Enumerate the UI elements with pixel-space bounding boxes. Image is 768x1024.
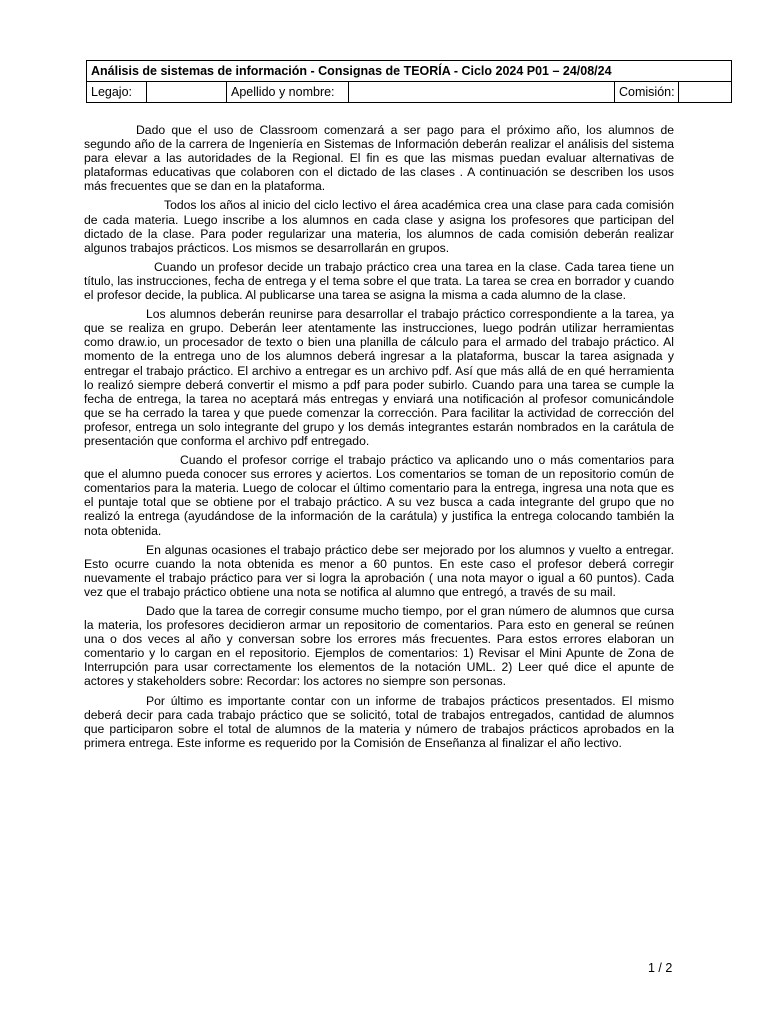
paragraph-repositorio: Dado que la tarea de corregir consume mucho tiempo, por el gran número de alumnos que cursa la materia, los profesores decidieron armar un repositorio de comentarios. Para esto en general se reúnen una o dos veces al año y conversan sobre los errores más frecuentes. Para estos errores elaboran un comentario y lo cargan en el repositorio. Ejemplos de comentarios: 1) Revisar el Mini Apunte de Zona de Interrupción para usar correctamente los elementos de la notación UML. 2) Leer qué dice el apunte de actores y stakeholders sobre: Recordar: los actores no siempre son personas.: [84, 604, 674, 689]
legajo-field[interactable]: [147, 82, 227, 103]
nombre-field[interactable]: [349, 82, 615, 103]
paragraph-informe: Por último es importante contar con un informe de trabajos prácticos presentados. El mismo deberá decir para cada trabajo práctico que se solicitó, total de trabajos entregados, cantidad de alumnos que participaron sobre el total de alumnos de la materia y número de trabajos prácticos aprobados en la primera entrega. Este informe es requerido por la Comisión de Enseñanza al finalizar el año lectivo.: [84, 693, 674, 750]
document-title: Análisis de sistemas de información - Consignas de TEORÍA - Ciclo 2024 P01 – 24/08/24: [87, 61, 732, 82]
paragraph-tarea: Cuando un profesor decide un trabajo práctico crea una tarea en la clase. Cada tarea tiene un título, las instrucciones, fecha de entrega y el tema sobre el que trata. La tarea se crea en borrador y cuando el profesor decide, la publica. Al publicarse una tarea se asigna la misma a cada alumno de la clase.: [84, 259, 674, 303]
nombre-label: Apellido y nombre:: [227, 82, 349, 103]
header-fields-row: [87, 82, 732, 103]
comision-label: Comisión:: [615, 82, 679, 103]
header-title-row: [87, 61, 732, 82]
paragraph-correccion: Cuando el profesor corrige el trabajo práctico va aplicando uno o más comentarios para que el alumno pueda conocer sus errores y aciertos. Los comentarios se toman de un repositorio común de comentarios para la materia. Luego de colocar el último comentario para la entrega, ingresa una nota que es el puntaje total que se obtiene por el trabajo práctico. A su vez busca a cada integrante del grupo que no realizó la entrega (ayudándose de la información de la carátula) y justifica la entrega colocando también la nota obtenida.: [84, 453, 674, 538]
page-number: 1 / 2: [648, 961, 673, 975]
header-table: [86, 60, 732, 103]
document-body: [84, 123, 674, 755]
comision-field[interactable]: [679, 82, 732, 103]
paragraph-entrega: Los alumnos deberán reunirse para desarrollar el trabajo práctico correspondiente a la tarea, ya que se realiza en grupo. Deberán leer atentamente las instrucciones, luego podrán utilizar herramientas como draw.io, un procesador de texto o bien una planilla de cálculo para el armado del trabajo práctico. Al momento de la entrega uno de los alumnos deberá ingresar a la plataforma, buscar la tarea asignada y entregar el trabajo práctico. El archivo a entregar es un archivo pdf. Así que más allá de en qué herramienta lo realizó siempre deberá convertir el mismo a pdf para poder subirlo. Cuando para una tarea se cumple la fecha de entrega, la tarea no aceptará más entregas y enviará una notificación al profesor comunicándole que se ha cerrado la tarea y que puede comenzar la corrección. Para facilitar la actividad de corrección del profesor, entrega un solo integrante del grupo y los demás integrantes estarán nombrados en la carátula de presentación que conforma el archivo pdf entregado.: [84, 307, 674, 448]
paragraph-ciclo-lectivo: Todos los años al inicio del ciclo lectivo el área académica crea una clase para cada comisión de cada materia. Luego inscribe a los alumnos en cada clase y asigna los profesores que participan del dictado de la clase. Para poder regularizar una materia, los alumnos de cada comisión deberán realizar algunos trabajos prácticos. Los mismos se desarrollarán en grupos.: [84, 198, 674, 255]
paragraph-reentrega: En algunas ocasiones el trabajo práctico debe ser mejorado por los alumnos y vuelto a entregar. Esto ocurre cuando la nota obtenida es menor a 60 puntos. En este caso el profesor deberá corregir nuevamente el trabajo práctico para ver si logra la aprobación ( una nota mayor o igual a 60 puntos). Cada vez que el trabajo práctico obtiene una nota se notifica al alumno que entregó, a través de su mail.: [84, 542, 674, 599]
paragraph-intro: Dado que el uso de Classroom comenzará a ser pago para el próximo año, los alumnos de segundo año de la carrera de Ingeniería en Sistemas de Información deberán realizar el análisis del sistema para elevar a las autoridades de la Regional. El fin es que las mismas puedan evaluar alternativas de plataformas educativas que colaboren con el dictado de las clases . A continuación se describen los usos más frecuentes que se dan en la plataforma.: [84, 123, 674, 194]
legajo-label: Legajo:: [87, 82, 147, 103]
